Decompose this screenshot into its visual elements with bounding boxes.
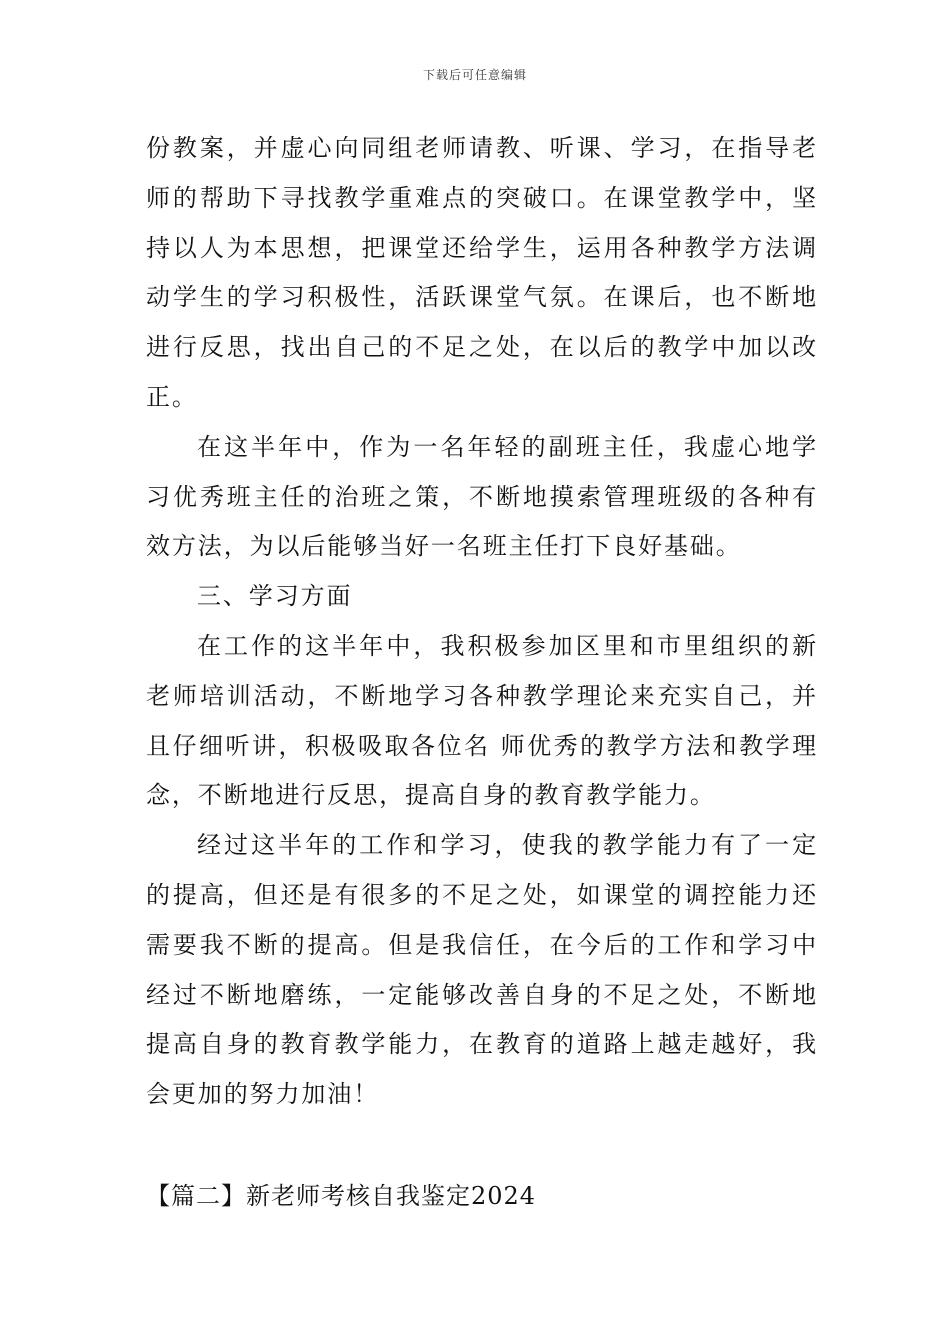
page-header: 下载后可任意编辑 [422,68,527,82]
section-heading-study: 三、学习方面 [197,582,353,611]
paragraph-training: 在工作的这半年中，我积极参加区里和市里组织的新老师培训活动，不断地学习各种教学理论来充实自己，并且仔细听讲，积极吸取各位名 师优秀的教学方法和教学理念，不断地进行反思，提高自身的教育教学能力。 [146,631,818,810]
paragraph-summary: 经过这半年的工作和学习，使我的教学能力有了一定的提高，但还是有很多的不足之处，如课堂的调控能力还需要我不断的提高。但是我信任，在今后的工作和学习中经过不断地磨练，一定能够改善自身的不足之处，不断地提高自身的教育教学能力，在教育的道路上越走越好，我会更加的努力加油！ [146,831,818,1109]
document-body [146,124,818,1120]
paragraph-lesson-plans: 份教案，并虚心向同组老师请教、听课、学习，在指导老师的帮助下寻找教学重难点的突破口。在课堂教学中，坚持以人为本思想，把课堂还给学生，运用各种教学方法调动学生的学习积极性，活跃课堂气氛。在课后，也不断地进行反思，找出自己的不足之处，在以后的教学中加以改正。 [146,134,818,411]
section-title-part-two: 【篇二】新老师考核自我鉴定2024 [146,1182,537,1210]
paragraph-assistant-head-teacher: 在这半年中，作为一名年轻的副班主任，我虚心地学习优秀班主任的治班之策，不断地摸索管理班级的各种有效方法，为以后能够当好一名班主任打下良好基础。 [146,432,818,561]
